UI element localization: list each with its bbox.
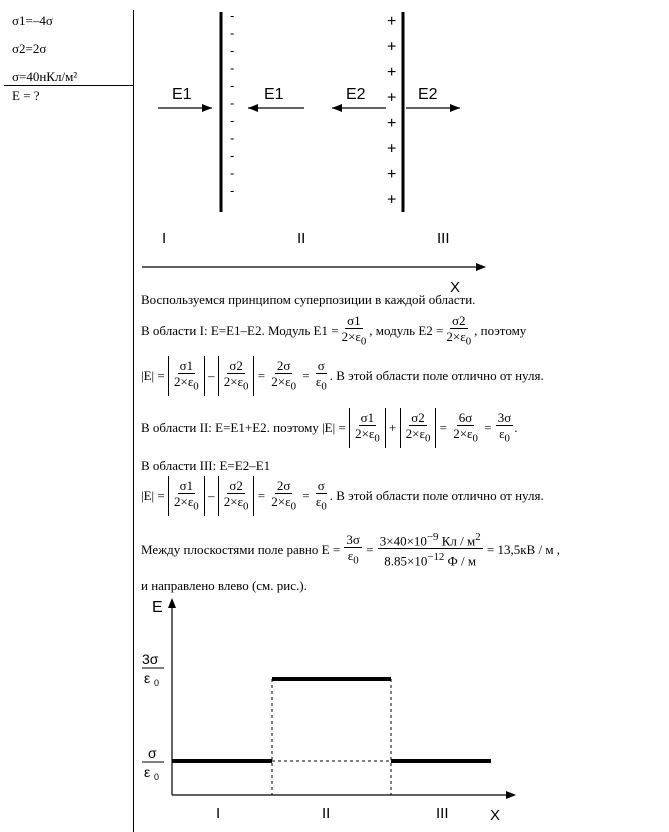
plus-sign: + <box>387 140 397 158</box>
therefore-text: , поэтому <box>474 323 527 339</box>
region1-line <box>141 313 526 350</box>
region1-text: В области I: E=E1–E2. Модуль <box>141 323 311 339</box>
label-e1-right: E1 <box>264 86 284 103</box>
region-label-2: II <box>297 230 306 247</box>
direction-text: и направлено влево (см. рис.). <box>141 578 307 593</box>
graph-region-1: I <box>216 805 221 822</box>
plus-sign: + <box>387 64 397 81</box>
minus-sign: - <box>230 165 235 181</box>
region1-formula: |E| = $\frac{\sigma 1}{2\times\varepsilon_0}$ – $\frac{\sigma 2}{2\times\varepsilon_0}$ = $\frac{2\sigma}{2\times\varepsilon_0}$ = $\frac{\sigma}{\varepsilon_0}$ . В этой области поле отлично от нуля. <box>141 356 544 396</box>
numeric-fraction: $\frac{3\times 40\times 10^{-9} Кл / м^2}{8.85\times 10^{-12} Ф / м}$ <box>379 531 481 569</box>
level-low-den: ε <box>144 764 151 780</box>
minus-sign: - <box>230 148 235 163</box>
level-high-den: ε <box>144 670 151 686</box>
level-low-den-sub: 0 <box>154 772 160 782</box>
minus-sign: - <box>230 183 235 198</box>
given-sigma: σ=40нКл/м² <box>12 69 78 84</box>
arrow-e2-left <box>332 104 386 112</box>
minus-sign: - <box>230 130 235 146</box>
plus-sign: + <box>387 38 397 56</box>
field-graph <box>134 590 669 832</box>
minus-sign: - <box>230 78 235 93</box>
plus-signs <box>387 13 396 209</box>
region3-text: В области III: E=E2–E1 <box>141 458 271 473</box>
label-e2-left: E2 <box>346 86 366 103</box>
between-formula: Между плоскостями поле равно E = $\frac{3\sigma}{\varepsilon_0}$ = $\frac{3\times 40\times 10^{-9} Кл / м^2}{8.85\times 10^{-12} Ф / м}$ = 13,5кВ / м , <box>141 531 561 569</box>
minus-sign: - <box>230 8 235 23</box>
planes-diagram <box>134 0 669 295</box>
level-high-num: 3σ <box>142 651 159 667</box>
label-e1-left: E1 <box>172 86 192 103</box>
plus-sign: + <box>387 13 397 30</box>
level-low-num: σ <box>148 745 157 761</box>
graph-region-2: II <box>322 805 331 822</box>
modulus-text: , модуль <box>369 323 416 339</box>
arrow-e1-right <box>248 104 304 112</box>
minus-sign: - <box>230 95 235 111</box>
given-sigma1: σ1=–4σ <box>12 13 53 28</box>
minus-signs <box>230 8 234 198</box>
minus-sign: - <box>230 60 235 76</box>
e1-label: E1 = <box>313 323 339 339</box>
given-sigma2: σ2=2σ <box>12 41 47 56</box>
plus-sign: + <box>387 166 397 183</box>
given-find: E = ? <box>12 88 40 103</box>
y-axis-label: E <box>152 599 163 616</box>
x-axis-arrow <box>142 263 486 271</box>
plus-sign: + <box>387 191 397 209</box>
label-e2-right: E2 <box>418 86 438 103</box>
arrow-e1-left <box>158 104 212 112</box>
minus-sign: - <box>230 25 235 41</box>
region3-formula: |E| = $\frac{\sigma 1}{2\times\varepsilon_0}$ – $\frac{\sigma 2}{2\times\varepsilon_0}$ = $\frac{2\sigma}{2\times\varepsilon_0}$ = $\frac{\sigma}{\varepsilon_0}$ . В этой области поле отлично от нуля. <box>141 476 544 516</box>
region-label-3: III <box>437 230 450 247</box>
level-high-den-sub: 0 <box>154 678 160 688</box>
fraction-sigma1: $\frac{\sigma 1}{2\times\varepsilon_0}$ <box>341 313 367 348</box>
minus-sign: - <box>230 113 235 128</box>
plus-sign: + <box>387 115 397 132</box>
fraction-sigma2: $\frac{\sigma 2}{2\times\varepsilon_0}$ <box>446 313 472 348</box>
region2-formula: В области II: E=E1+E2. поэтому |E| = $\frac{\sigma 1}{2\times\varepsilon_0}$ + $\frac{\sigma 2}{2\times\varepsilon_0}$ = $\frac{6\sigma}{2\times\varepsilon_0}$ = $\frac{3\sigma}{\varepsilon_0}$ . <box>141 408 518 448</box>
given-divider <box>4 85 133 86</box>
solution-intro: Воспользуемся принципом суперпозиции в каждой области. <box>141 292 476 307</box>
e2-label: E2 = <box>418 323 444 339</box>
arrow-e2-right <box>406 104 460 112</box>
minus-sign: - <box>230 43 235 58</box>
region-label-1: I <box>162 230 167 247</box>
x-axis <box>172 791 516 799</box>
y-axis <box>168 598 176 795</box>
x-axis-label-graph: X <box>490 807 501 824</box>
plus-sign: + <box>387 89 397 107</box>
x-axis-label: X <box>450 279 461 295</box>
graph-region-3: III <box>436 805 449 822</box>
